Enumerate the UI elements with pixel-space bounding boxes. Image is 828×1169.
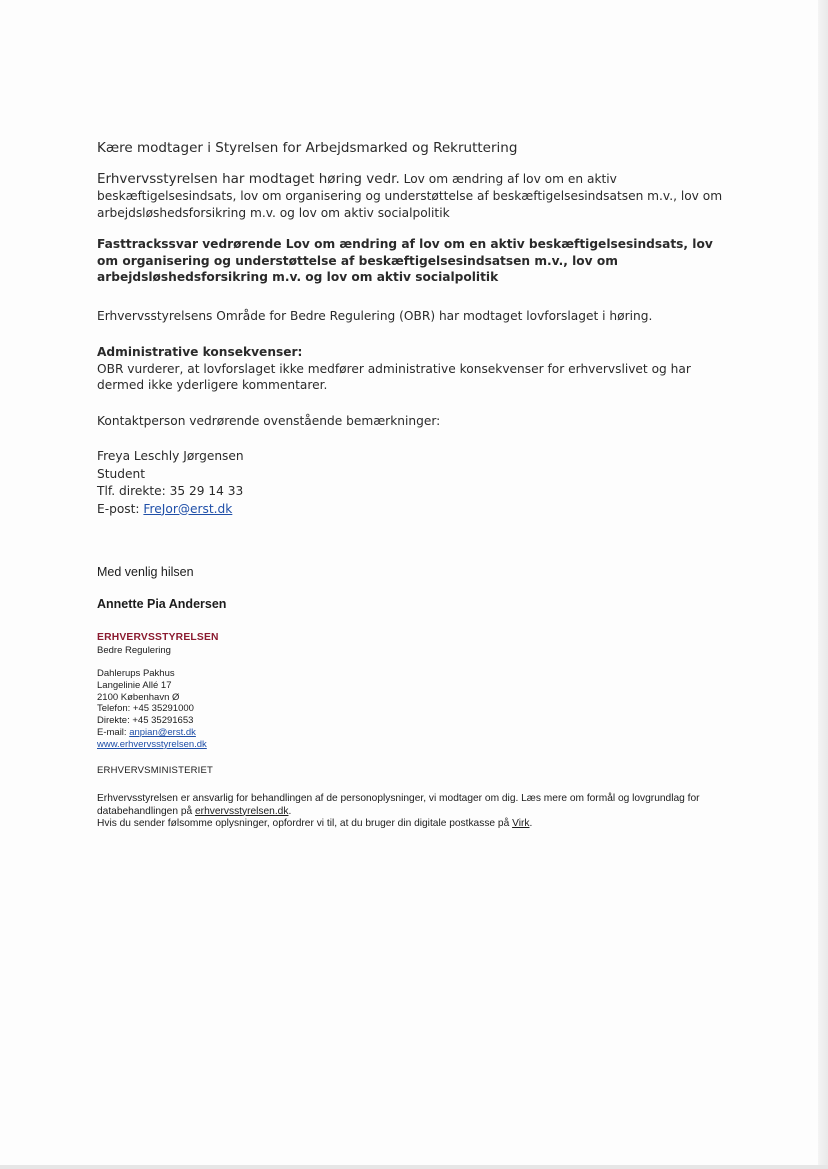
- contact-role: Student: [97, 466, 145, 481]
- page-edge-shadow: [818, 0, 828, 1169]
- admin-text: OBR vurderer, at lovforslaget ikke medfører administrative konsekvenser for erhvervslivet og har dermed ikke yderligere kommentarer.: [97, 361, 691, 392]
- admin-heading: Administrative konsekvenser:: [97, 345, 303, 359]
- contact-email-label: E-post:: [97, 501, 144, 516]
- notice-text-1: Erhvervsstyrelsen er ansvarlig for behandlingen af de personoplysninger, vi modtager om dig. Læs mere om formål og lovgrundlag for databehandlingen på: [97, 793, 700, 817]
- address-line: 2100 København Ø: [97, 691, 180, 703]
- obr-paragraph: Erhvervsstyrelsens Område for Bedre Regulering (OBR) har modtaget lovforslaget i høring.: [97, 309, 653, 323]
- contact-person: [97, 448, 737, 518]
- contact-email-link[interactable]: FreJor@erst.dk: [143, 501, 233, 516]
- privacy-notice: [97, 793, 727, 831]
- signature-ministry: ERHVERVSMINISTERIET: [97, 765, 214, 776]
- fasttrack-heading: Fasttrackssvar vedrørende Lov om ændring af lov om en aktiv beskæftigelsesindsats, lov om organisering og understøttelse af beskæftigelsesindsatsen m.v., lov om arbejdsløshedsforsikring m.v. og lov om aktiv socialpolitik: [97, 237, 713, 284]
- signature-department: Bedre Regulering: [97, 645, 171, 656]
- contact-phone: Tlf. direkte: 35 29 14 33: [97, 484, 244, 498]
- notice-link-virk[interactable]: Virk: [512, 818, 530, 830]
- greeting: Kære modtager i Styrelsen for Arbejdsmarked og Rekruttering: [97, 140, 518, 156]
- signature-website-link[interactable]: www.erhvervsstyrelsen.dk: [97, 738, 207, 750]
- intro-rest: Lov om ændring af lov om en aktiv beskæftigelsesindsats, lov om organisering og understøttelse af beskæftigelsesindsatsen m.v., lov om arbejdsløshedsforsikring m.v. og lov om aktiv socialpolitik: [97, 172, 723, 220]
- signature-email-label: E-mail:: [97, 726, 130, 738]
- signature-address: [97, 668, 737, 751]
- notice-text-3: Hvis du sender følsomme oplysninger, opfordrer vi til, at du bruger din digitale postkasse på: [97, 818, 513, 830]
- address-line: Dahlerups Pakhus: [97, 668, 175, 679]
- notice-text-4: .: [529, 818, 533, 830]
- contact-name: Freya Leschly Jørgensen: [97, 449, 244, 463]
- signature-email-link[interactable]: anpian@erst.dk: [129, 726, 196, 738]
- intro-paragraph: [97, 171, 737, 222]
- notice-text-2: .: [288, 805, 292, 817]
- contact-email-line: [97, 501, 737, 519]
- address-line: Langelinie Allé 17: [97, 679, 172, 691]
- signature-name: Annette Pia Andersen: [97, 597, 227, 611]
- address-line: Telefon: +45 35291000: [97, 703, 194, 715]
- signature-closing: Med venlig hilsen: [97, 565, 194, 579]
- page-bottom-edge: [0, 1165, 828, 1169]
- admin-section: [97, 344, 737, 394]
- address-line: Direkte: +45 35291653: [97, 715, 194, 727]
- contact-intro: Kontaktperson vedrørende ovenstående bemærkninger:: [97, 414, 441, 428]
- signature-org-name: ERHVERVSSTYRELSEN: [97, 632, 219, 643]
- intro-lead: Erhvervsstyrelsen har modtaget høring vedr.: [97, 171, 400, 187]
- signature-email-line: [97, 727, 737, 739]
- notice-link-erst[interactable]: erhvervsstyrelsen.dk: [195, 805, 289, 817]
